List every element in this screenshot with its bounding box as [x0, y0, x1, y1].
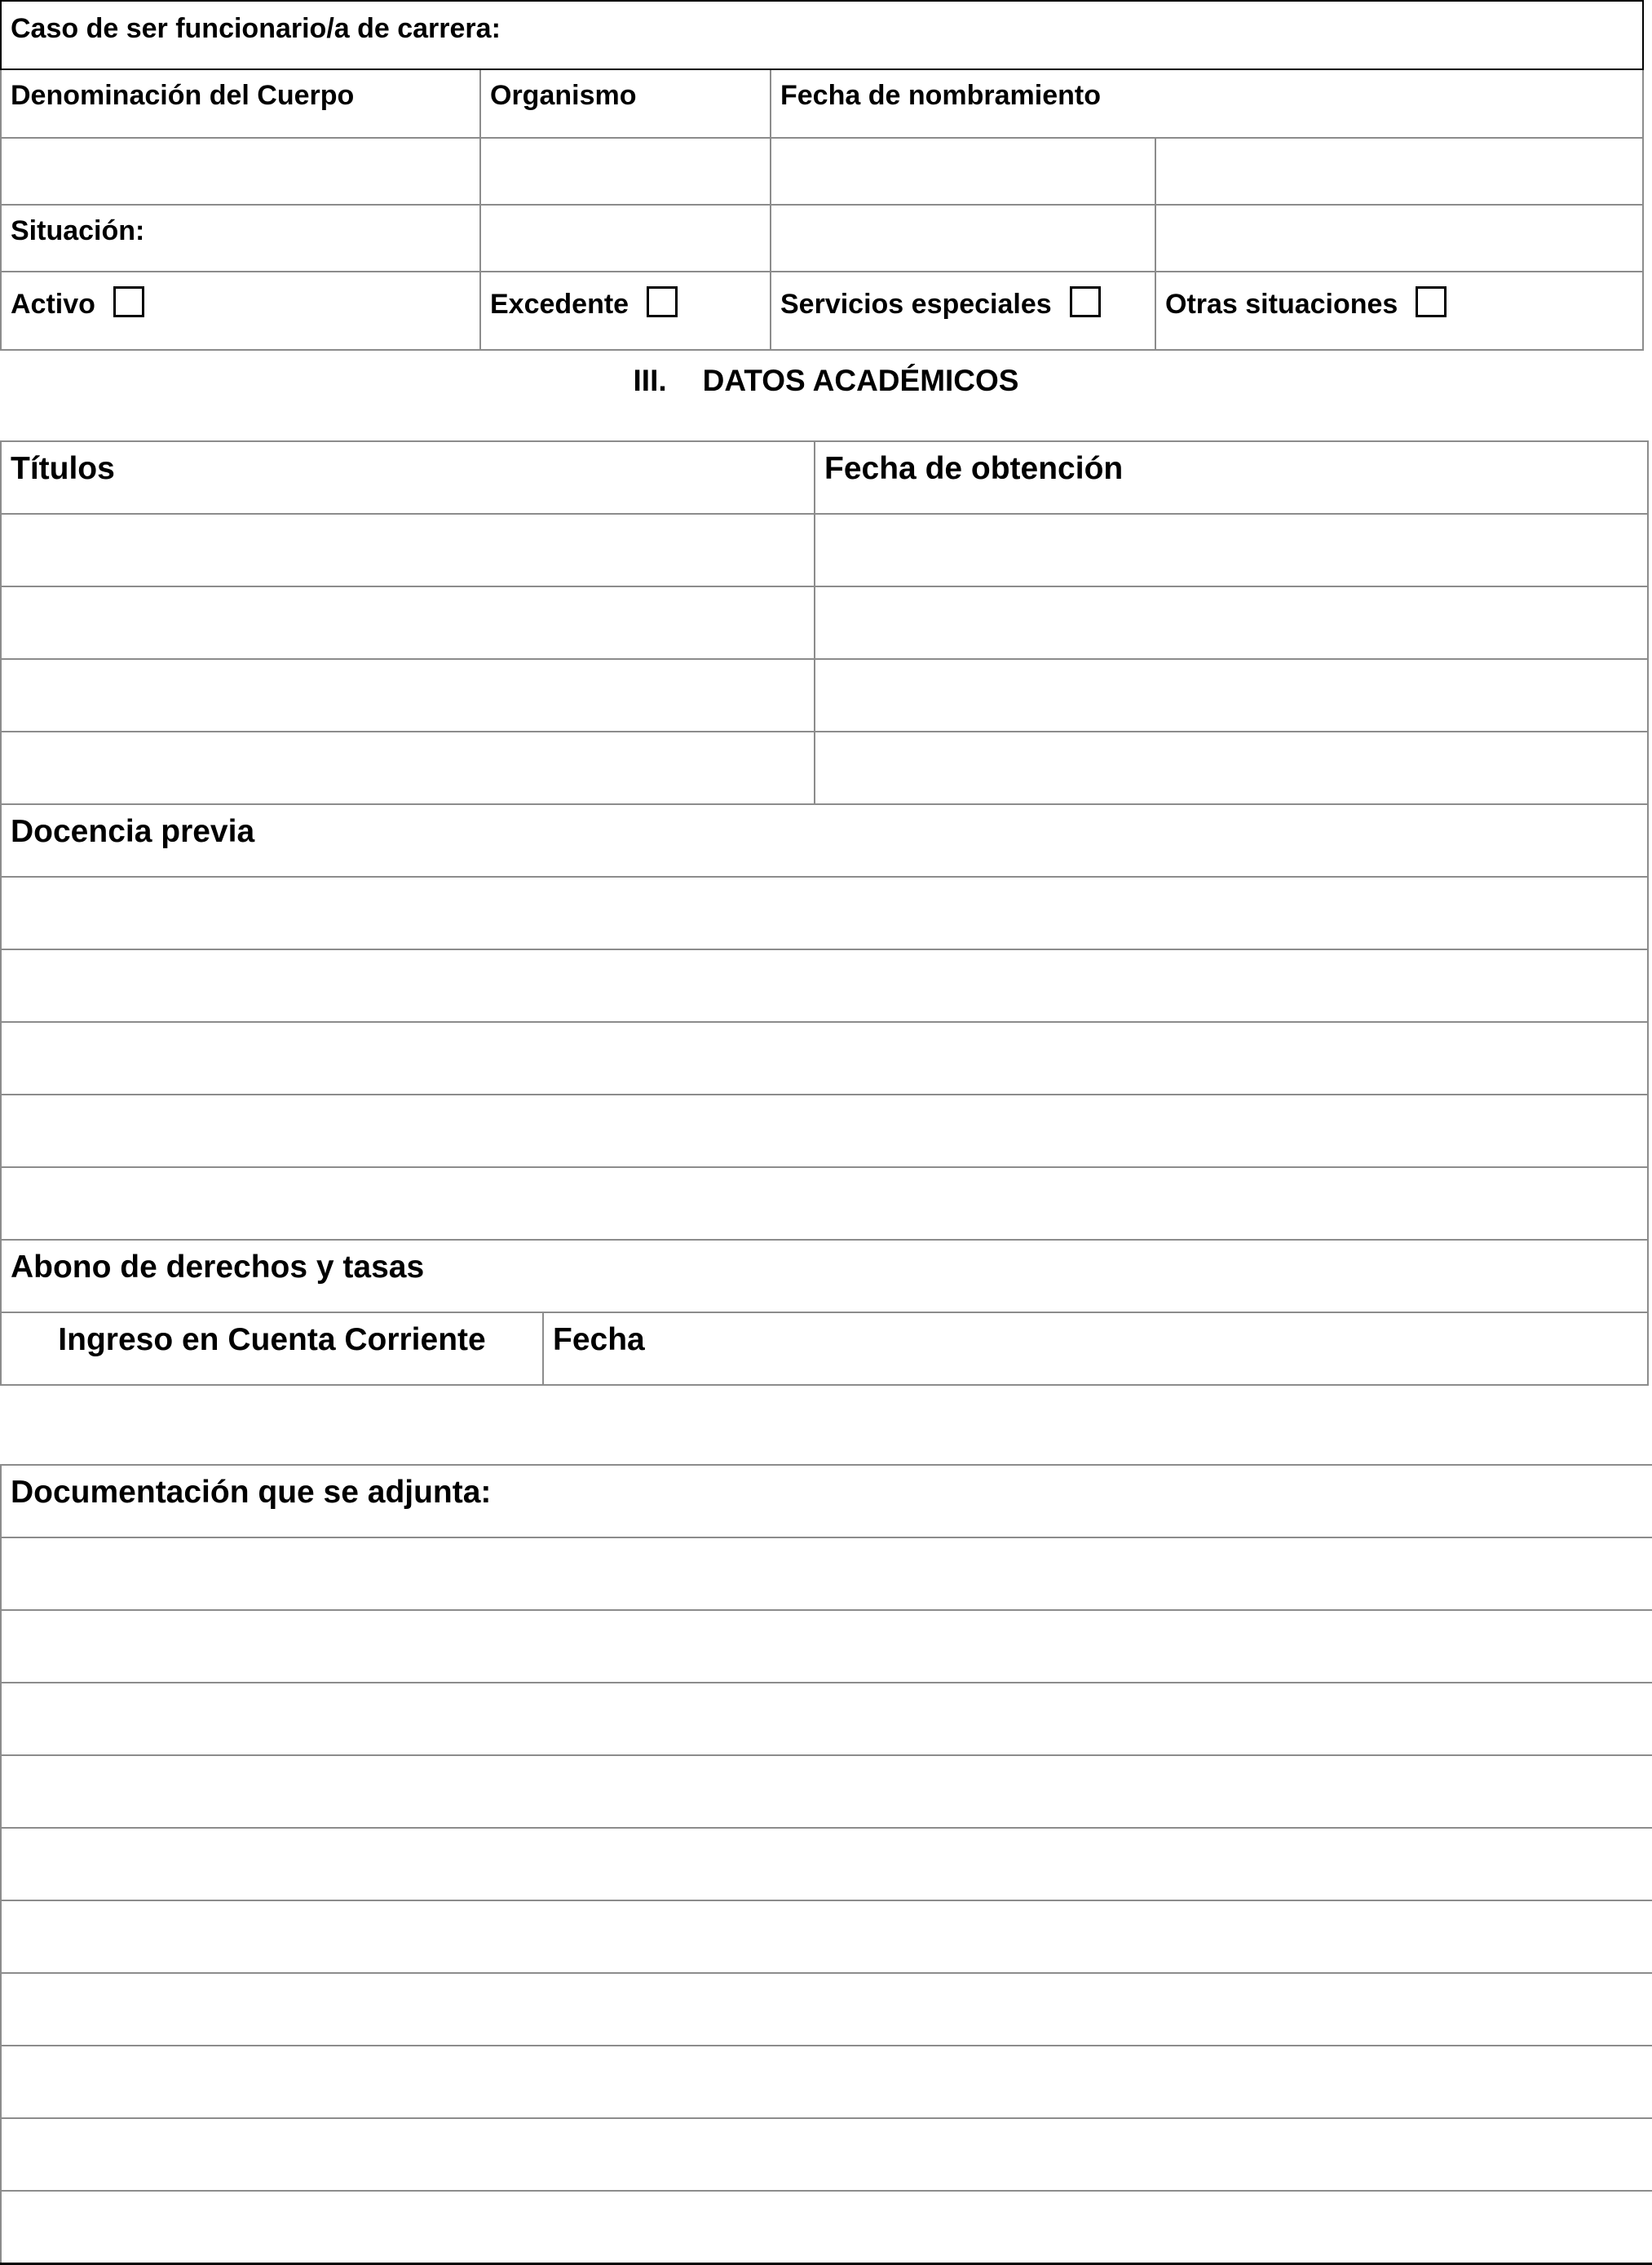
option-excedente-label: Excedente — [490, 289, 629, 320]
titulo-row — [1, 514, 1648, 586]
fecha-ingreso-field[interactable] — [543, 1312, 1648, 1385]
fecha-nombramiento-field-1[interactable] — [771, 138, 1155, 205]
option-otras-label: Otras situaciones — [1165, 289, 1398, 320]
option-otras-situaciones — [1155, 272, 1643, 350]
academic-table — [0, 440, 1649, 1386]
documentation-table — [0, 1464, 1652, 2265]
titulo-row — [1, 732, 1648, 804]
column-header-fecha-nombramiento: Fecha de nombramiento — [771, 69, 1643, 138]
documentation-field[interactable] — [1, 1973, 1652, 2046]
column-header-titulos: Títulos — [1, 441, 815, 514]
docencia-field[interactable] — [1, 949, 1648, 1022]
docencia-field[interactable] — [1, 877, 1648, 949]
ingreso-cuenta-label: Ingreso en Cuenta Corriente — [1, 1312, 543, 1385]
titulo-field[interactable] — [1, 732, 815, 804]
otras-situaciones-checkbox[interactable] — [1416, 286, 1447, 317]
section-number: III. — [633, 364, 667, 397]
titulo-row — [1, 586, 1648, 659]
documentation-title: Documentación que se adjunta: — [1, 1465, 1652, 1537]
documentation-field[interactable] — [1, 1683, 1652, 1755]
titulo-row — [1, 659, 1648, 732]
abono-header: Abono de derechos y tasas — [1, 1240, 1648, 1312]
documentation-field[interactable] — [1, 1537, 1652, 1610]
option-servicios-label: Servicios especiales — [780, 289, 1052, 320]
situacion-label: Situación: — [1, 205, 480, 272]
column-header-cuerpo: Denominación del Cuerpo — [1, 69, 480, 138]
servicios-especiales-checkbox[interactable] — [1070, 286, 1101, 317]
docencia-field[interactable] — [1, 1095, 1648, 1167]
fecha-obtencion-field[interactable] — [815, 514, 1648, 586]
documentation-field[interactable] — [1, 2118, 1652, 2191]
cuerpo-field[interactable] — [1, 138, 480, 205]
fecha-obtencion-field[interactable] — [815, 659, 1648, 732]
civil-service-table — [0, 0, 1644, 351]
organismo-field[interactable] — [480, 138, 771, 205]
fecha-nombramiento-field-2[interactable] — [1155, 138, 1643, 205]
situacion-field-2[interactable] — [771, 205, 1155, 272]
documentation-field[interactable] — [1, 1828, 1652, 1900]
option-activo-label: Activo — [11, 289, 95, 320]
docencia-field[interactable] — [1, 1022, 1648, 1095]
documentation-field[interactable] — [1, 1900, 1652, 1973]
option-servicios-especiales — [771, 272, 1155, 350]
fecha-label: Fecha — [553, 1322, 645, 1357]
situacion-field-1[interactable] — [480, 205, 771, 272]
titulo-field[interactable] — [1, 514, 815, 586]
docencia-previa-header: Docencia previa — [1, 804, 1648, 877]
section-heading — [0, 364, 1652, 398]
titulo-field[interactable] — [1, 659, 815, 732]
titulo-field[interactable] — [1, 586, 815, 659]
excedente-checkbox[interactable] — [647, 286, 678, 317]
civil-service-title: Caso de ser funcionario/a de carrera: — [1, 1, 1643, 69]
activo-checkbox[interactable] — [113, 286, 144, 317]
fecha-obtencion-field[interactable] — [815, 732, 1648, 804]
docencia-field[interactable] — [1, 1167, 1648, 1240]
documentation-field[interactable] — [1, 2046, 1652, 2118]
documentation-field[interactable] — [1, 1610, 1652, 1683]
documentation-field[interactable] — [1, 1755, 1652, 1828]
situacion-field-3[interactable] — [1155, 205, 1643, 272]
documentation-field[interactable] — [1, 2191, 1652, 2263]
section-title: DATOS ACADÉMICOS — [702, 364, 1019, 397]
column-header-organismo: Organismo — [480, 69, 771, 138]
option-activo — [1, 272, 480, 350]
option-excedente — [480, 272, 771, 350]
fecha-obtencion-field[interactable] — [815, 586, 1648, 659]
column-header-fecha-obtencion: Fecha de obtención — [815, 441, 1648, 514]
